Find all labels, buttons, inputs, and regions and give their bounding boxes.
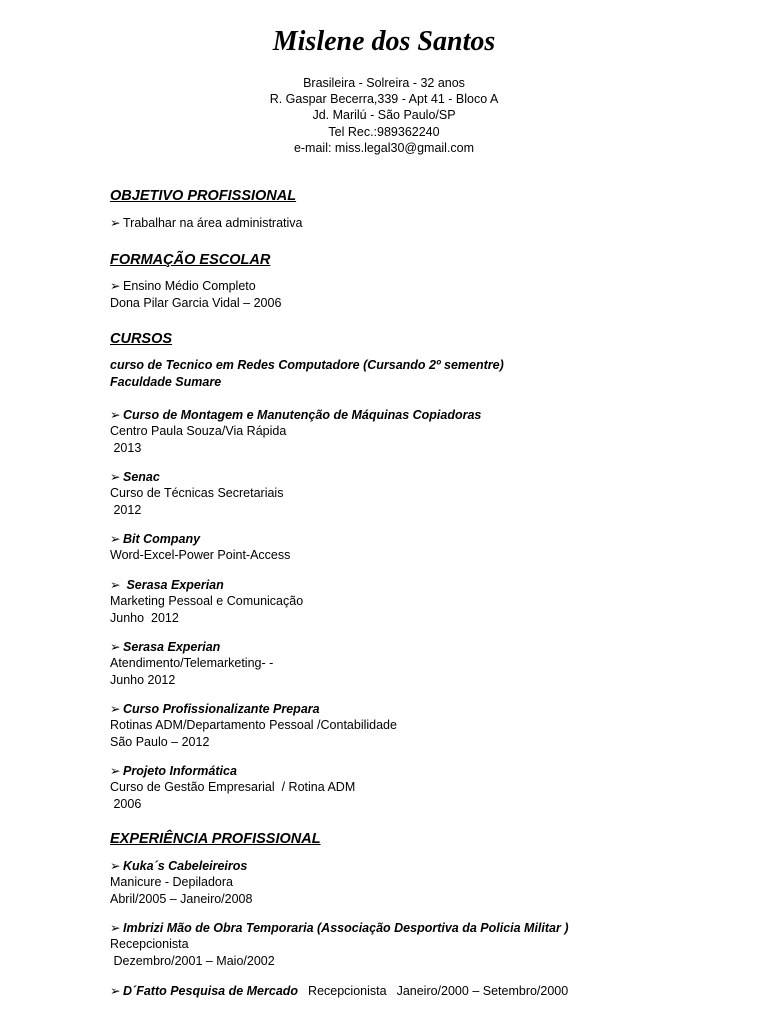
curso-line: Junho 2012 [110, 610, 179, 625]
experiencia-title: D´Fatto Pesquisa de Mercado [123, 984, 299, 998]
bullet-arrow-icon: ➢ [110, 578, 121, 592]
experiencia-title: Imbrizi Mão de Obra Temporaria (Associação Desportiva da Policia Militar ) [123, 921, 569, 935]
curso-line: Curso de Técnicas Secretariais [110, 486, 284, 501]
experiencia-item [110, 858, 252, 907]
bullet-arrow-icon: ➢ [110, 279, 121, 293]
formacao-item [110, 278, 256, 294]
bullet-arrow-icon: ➢ [110, 984, 121, 998]
curso-title: Curso de Montagem e Manutenção de Máquinas Copiadoras [123, 408, 482, 422]
candidate-name: Mislene dos Santos [272, 26, 496, 57]
curso-line: Centro Paula Souza/Via Rápida [110, 424, 287, 439]
experiencia-role: Recepcionista [308, 984, 387, 998]
contact-block [0, 75, 768, 156]
curso-title: Projeto Informática [123, 764, 237, 778]
experiencia-item [110, 983, 568, 999]
section-objetivo-title: OBJETIVO PROFISSIONAL [110, 188, 297, 204]
section-cursos-title: CURSOS [110, 331, 173, 347]
experiencia-line: Abril/2005 – Janeiro/2008 [110, 891, 253, 906]
curso-item [110, 407, 481, 456]
experiencia-title: Kuka´s Cabeleireiros [123, 859, 248, 873]
curso-line: 2013 [110, 440, 142, 455]
curso-line: Marketing Pessoal e Comunicação [110, 594, 304, 609]
curso-item [110, 639, 273, 688]
section-formacao-title: FORMAÇÃO ESCOLAR [110, 252, 271, 268]
experiencia-line: Dezembro/2001 – Maio/2002 [110, 953, 275, 968]
curso-title: Serasa Experian [123, 640, 221, 654]
cursos-highlight-line: Faculdade Sumare [110, 374, 222, 389]
bullet-arrow-icon: ➢ [110, 408, 121, 422]
bullet-arrow-icon: ➢ [110, 764, 121, 778]
curso-item [110, 577, 303, 626]
curso-title: Serasa Experian [123, 578, 224, 592]
curso-item [110, 701, 397, 750]
curso-item [110, 531, 290, 564]
email-line: e-mail: miss.legal30@gmail.com [293, 140, 475, 155]
curso-line: Rotinas ADM/Departamento Pessoal /Contabilidade [110, 718, 397, 733]
curso-line: Junho 2012 [110, 672, 176, 687]
experiencia-line: Recepcionista [110, 937, 189, 952]
curso-line: São Paulo – 2012 [110, 734, 210, 749]
experiencia-dates: Janeiro/2000 – Setembro/2000 [396, 984, 569, 998]
curso-line: 2006 [110, 796, 142, 811]
cursos-highlight-line: curso de Tecnico em Redes Computadore (Cursando 2º sementre) [110, 358, 504, 372]
experiencia-line: Manicure - Depiladora [110, 875, 233, 890]
bullet-arrow-icon: ➢ [110, 859, 121, 873]
curso-title: Senac [123, 470, 160, 484]
experiencia-item [110, 920, 569, 969]
section-experiencia-title: EXPERIÊNCIA PROFISSIONAL [110, 831, 321, 847]
curso-title: Bit Company [123, 532, 201, 546]
cursos-highlight [110, 357, 504, 390]
bullet-arrow-icon: ➢ [110, 702, 121, 716]
formacao-text: Ensino Médio Completo [123, 279, 256, 293]
curso-item [110, 763, 355, 812]
bullet-arrow-icon: ➢ [110, 216, 121, 230]
objetivo-item [110, 215, 303, 231]
city-line: Jd. Marilú - São Paulo/SP [312, 108, 456, 123]
phone-line: Tel Rec.:989362240 [328, 124, 440, 139]
curso-line: Atendimento/Telemarketing- - [110, 656, 274, 671]
objetivo-text: Trabalhar na área administrativa [123, 216, 303, 230]
curso-line: 2012 [110, 502, 142, 517]
personal-info: Brasileira - Solreira - 32 anos [303, 76, 465, 90]
curso-line: Word-Excel-Power Point-Access [110, 548, 291, 563]
address-line: R. Gaspar Becerra,339 - Apt 41 - Bloco A [269, 92, 499, 107]
bullet-arrow-icon: ➢ [110, 921, 121, 935]
curso-item [110, 469, 283, 518]
bullet-arrow-icon: ➢ [110, 532, 121, 546]
curso-title: Curso Profissionalizante Prepara [123, 702, 320, 716]
formacao-school: Dona Pilar Garcia Vidal – 2006 [110, 296, 282, 310]
bullet-arrow-icon: ➢ [110, 470, 121, 484]
bullet-arrow-icon: ➢ [110, 640, 121, 654]
curso-line: Curso de Gestão Empresarial / Rotina ADM [110, 780, 356, 795]
